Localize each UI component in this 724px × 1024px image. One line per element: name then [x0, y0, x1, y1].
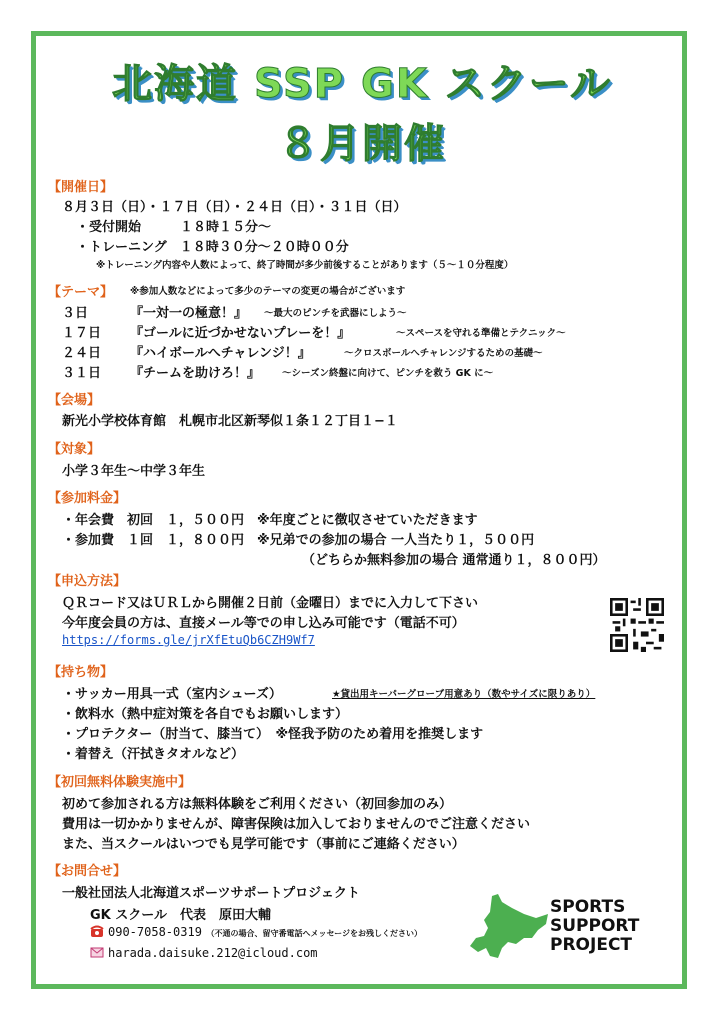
title-line2: ８月開催	[278, 121, 446, 167]
theme-day: １７日	[62, 326, 102, 341]
theme-day: ３日	[62, 306, 89, 321]
theme-sub: 〜スペースを守れる準備とテクニック〜	[396, 328, 566, 339]
venue-text: 新光小学校体育館 札幌市北区新琴似１条１２丁目１−１	[62, 414, 398, 429]
items-change: ・着替え（汗拭きタオルなど）	[62, 747, 245, 762]
contact-email[interactable]: harada.daisuke.212@icloud.com	[108, 946, 318, 960]
dates-note: ※トレーニング内容や人数によって、終了時間が多少前後することがあります（５〜１０分程度）	[96, 260, 514, 271]
items-protector: ・プロテクター（肘当て、膝当て） ※怪我予防のため着用を推奨します	[62, 727, 484, 742]
hokkaido-map-icon	[462, 892, 552, 964]
training-time: ・トレーニング １８時３０分〜２０時００分	[76, 240, 349, 255]
venue-heading: 【会場】	[48, 393, 101, 408]
theme-title: 『チームを助けろ！』	[130, 366, 261, 381]
contact-email-row	[90, 946, 318, 961]
items-soccer: ・サッカー用具一式（室内シューズ）	[62, 687, 282, 702]
fee-entry: ・参加費 １回 １，８００円 ※兄弟での参加の場合 一人当たり１，５００円	[62, 533, 535, 548]
contact-rep: GK スクール 代表 原田大輔	[90, 908, 272, 923]
reception-time: ・受付開始 １８時１５分〜	[76, 220, 272, 235]
items-heading: 【持ち物】	[48, 665, 114, 680]
theme-day: ２４日	[62, 346, 102, 361]
fee-heading: 【参加料金】	[48, 491, 127, 506]
phone-icon	[90, 925, 104, 937]
apply-heading: 【申込方法】	[48, 574, 127, 589]
theme-sub: 〜最大のピンチを武器にしよう〜	[264, 308, 407, 319]
ssp-logo	[550, 898, 639, 955]
items-soccer-note: ★貸出用キーパーグローブ用意あり（数やサイズに限りあり）	[332, 689, 596, 700]
theme-note: ※参加人数などによって多少のテーマの変更の場合がございます	[130, 286, 406, 297]
title-line1: 北海道 SSP GK スクール	[112, 61, 612, 107]
theme-sub: 〜シーズン終盤に向けて、ピンチを救う GK に〜	[282, 368, 494, 379]
items-drink: ・飲料水（熱中症対策を各自でもお願いします）	[62, 707, 349, 722]
trial-heading: 【初回無料体験実施中】	[48, 775, 192, 790]
trial-line2: 費用は一切かかりませんが、障害保険は加入しておりませんのでご注意ください	[62, 817, 531, 832]
theme-heading: 【テーマ】	[48, 285, 114, 300]
fee-annual: ・年会費 初回 １，５００円 ※年度ごとに徴収させていただきます	[62, 513, 478, 528]
logo-line3: PROJECT	[550, 935, 633, 955]
dates-days: ８月３日（日）・１７日（日）・２４日（日）・３１日（日）	[62, 200, 407, 215]
theme-title: 『ゴールに近づかせないプレーを！』	[130, 326, 351, 341]
apply-line2: 今年度会員の方は、直接メール等での申し込み可能です（電話不可）	[62, 616, 465, 631]
apply-line1: ＱＲコード又はＵＲＬから開催２日前（金曜日）までに入力して下さい	[62, 596, 479, 611]
trial-line1: 初めて参加される方は無料体験をご利用ください（初回参加のみ）	[62, 797, 453, 812]
qr-code[interactable]	[610, 598, 664, 652]
theme-title: 『一対一の極意！』	[130, 306, 248, 321]
contact-heading: 【お問合せ】	[48, 864, 127, 879]
mail-icon	[90, 946, 104, 958]
dates-heading: 【開催日】	[48, 180, 114, 195]
logo-line2: SUPPORT	[550, 916, 640, 936]
contact-phone-row	[90, 925, 422, 940]
contact-phone-note: （不通の場合、留守番電話へメッセージをお残しください）	[206, 929, 422, 938]
theme-day: ３１日	[62, 366, 102, 381]
contact-phone[interactable]: 090-7058-0319	[108, 925, 202, 939]
trial-line3: また、当スクールはいつでも見学可能です（事前にご連絡ください）	[62, 837, 465, 852]
contact-org: 一般社団法人北海道スポーツサポートプロジェクト	[62, 886, 360, 901]
target-heading: 【対象】	[48, 442, 101, 457]
logo-line1: SPORTS	[550, 897, 626, 917]
theme-sub: 〜クロスボールへチャレンジするための基礎〜	[344, 348, 543, 359]
target-text: 小学３年生〜中学３年生	[62, 464, 206, 479]
theme-title: 『ハイボールへチャレンジ！』	[130, 346, 311, 361]
apply-url-link[interactable]: https://forms.gle/jrXfEtuQb6CZH9Wf7	[62, 633, 315, 647]
fee-entry-note: （どちらか無料参加の場合 通常通り１，８００円）	[302, 553, 606, 568]
